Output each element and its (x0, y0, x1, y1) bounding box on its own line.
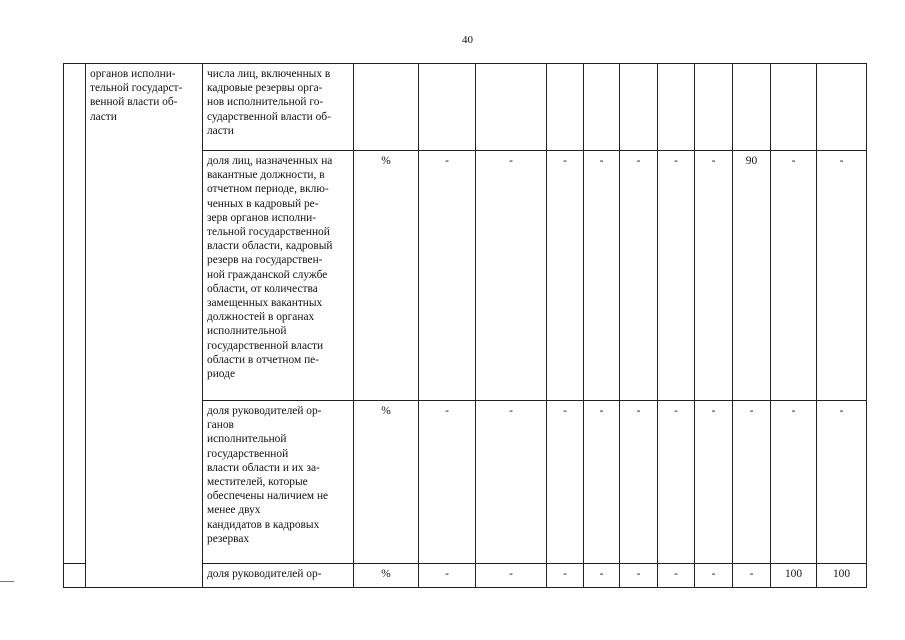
value-cell: - (547, 401, 584, 564)
page-number: 40 (462, 34, 473, 46)
value-cell (695, 64, 733, 151)
value-cell: - (695, 151, 733, 401)
value-cell: - (771, 151, 817, 401)
value-cell: - (419, 151, 476, 401)
unit-cell: % (354, 564, 419, 588)
number-cell (64, 564, 86, 588)
value-cell: - (584, 401, 620, 564)
value-cell: - (547, 151, 584, 401)
value-cell (817, 64, 867, 151)
indicators-table (63, 63, 867, 588)
value-cell (620, 64, 658, 151)
unit-cell (354, 64, 419, 151)
value-cell: - (695, 564, 733, 588)
value-cell: 100 (771, 564, 817, 588)
value-cell (584, 64, 620, 151)
value-cell: - (620, 564, 658, 588)
number-cell (64, 64, 86, 564)
indicator-cell: доля руководителей ор- ганов исполнительной государственной власти области и их за- местителей, которые обеспечены наличием не менее двух кандидатов в кадровых резервах (203, 401, 354, 564)
value-cell (658, 64, 695, 151)
value-cell: - (419, 564, 476, 588)
value-cell: - (419, 401, 476, 564)
value-cell: - (817, 151, 867, 401)
table-row (64, 64, 867, 151)
value-cell: - (695, 401, 733, 564)
value-cell (771, 64, 817, 151)
value-cell (547, 64, 584, 151)
value-cell (476, 64, 547, 151)
value-cell: - (584, 151, 620, 401)
value-cell: - (476, 401, 547, 564)
value-cell: - (658, 151, 695, 401)
value-cell: - (584, 564, 620, 588)
margin-mark (0, 581, 14, 582)
value-cell: - (476, 151, 547, 401)
value-cell: - (733, 564, 771, 588)
value-cell (733, 64, 771, 151)
value-cell: - (658, 401, 695, 564)
value-cell: - (771, 401, 817, 564)
value-cell: - (620, 401, 658, 564)
value-cell: 90 (733, 151, 771, 401)
unit-cell: % (354, 151, 419, 401)
value-cell: - (620, 151, 658, 401)
value-cell: - (547, 564, 584, 588)
value-cell: 100 (817, 564, 867, 588)
organization-cell: органов исполни- тельной государст- венной власти об- ласти (86, 64, 203, 588)
unit-cell: % (354, 401, 419, 564)
value-cell (419, 64, 476, 151)
indicator-cell: доля руководителей ор- (203, 564, 354, 588)
value-cell: - (817, 401, 867, 564)
value-cell: - (658, 564, 695, 588)
value-cell: - (476, 564, 547, 588)
indicator-cell: доля лиц, назначенных на вакантные должности, в отчетном периоде, вклю- ченных в кадровый ре- зерв органов исполни- тельной государственной власти области, кадровый резерв на государствен- ной гражданской службе области, от количества замещенных вакантных должностей в органах исполнительной государственной власти области в отчетном пе- риоде (203, 151, 354, 401)
value-cell: - (733, 401, 771, 564)
indicator-cell: числа лиц, включенных в кадровые резервы орга- нов исполнительной го- сударственной власти об- ласти (203, 64, 354, 151)
